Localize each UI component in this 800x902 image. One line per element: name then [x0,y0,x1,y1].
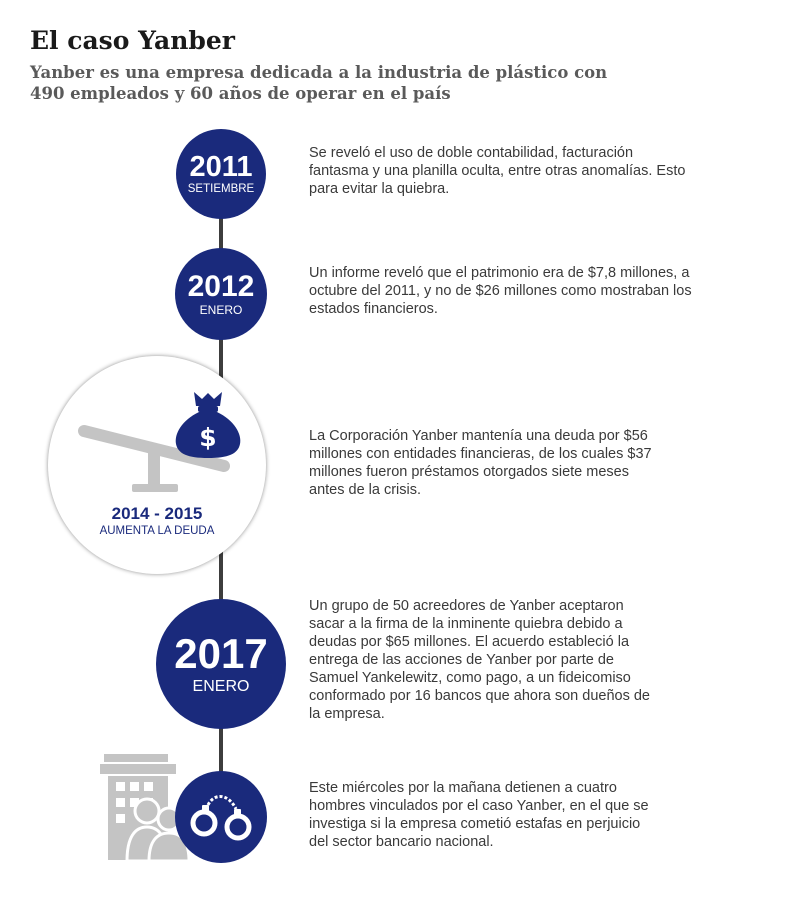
svg-text:$: $ [199,423,217,452]
event-text-2014: La Corporación Yanber mantenía una deuda por $56 millones con entidades financieras, de los cuales $37 millones fueron préstamos otorgados siete meses antes de la crisis. [309,428,652,498]
month-label: ENERO [192,678,250,695]
year-label: 2011 [189,150,253,183]
handcuffs-icon [186,787,256,847]
event-text-2017: Un grupo de 50 acreedores de Yanber aceptaron sacar a la firma de la inminente quiebra debido a deudas por $65 millones. El acuerdo estableció la entrega de las acciones de Yanber por parte de Samuel Yankelewitz, como pago, a un fideicomiso conformado por 16 bancos que ahora son dueños de la empresa. [309,598,650,722]
year-circle-2011 [176,129,266,219]
money-bag-icon [172,388,244,460]
month-label: SETIEMBRE [187,182,255,195]
event-text-2011: Se reveló el uso de doble contabilidad, facturación fantasma y una planilla oculta, entre otras anomalías. Esto para evitar la quiebra. [309,145,686,197]
year-circle-2017 [156,599,286,729]
page-subtitle: Yanber es una empresa dedicada a la industria de plástico con 490 empleados y 60 años de operar en el país [30,63,608,103]
page-title: El caso Yanber [30,26,235,55]
arrest-circle [175,771,267,863]
year-label: 2012 [187,270,255,303]
event-text-2012: Un informe reveló que el patrimonio era de $7,8 millones, a octubre del 2011, y no de $26 millones como mostraban los estados financieros. [309,265,692,317]
year-label: 2014 - 2015 [111,504,203,523]
year-circle-2012 [175,248,267,340]
event-text-arrest: Este miércoles por la mañana detienen a cuatro hombres vinculados por el caso Yanber, en el que se investiga si la empresa cometió estafas en perjuicio del sector bancario nacional. [309,780,649,850]
period-label: AUMENTA LA DEUDA [99,525,215,537]
debt-circle [48,356,266,574]
month-label: ENERO [199,303,243,317]
year-label: 2017 [174,630,268,677]
